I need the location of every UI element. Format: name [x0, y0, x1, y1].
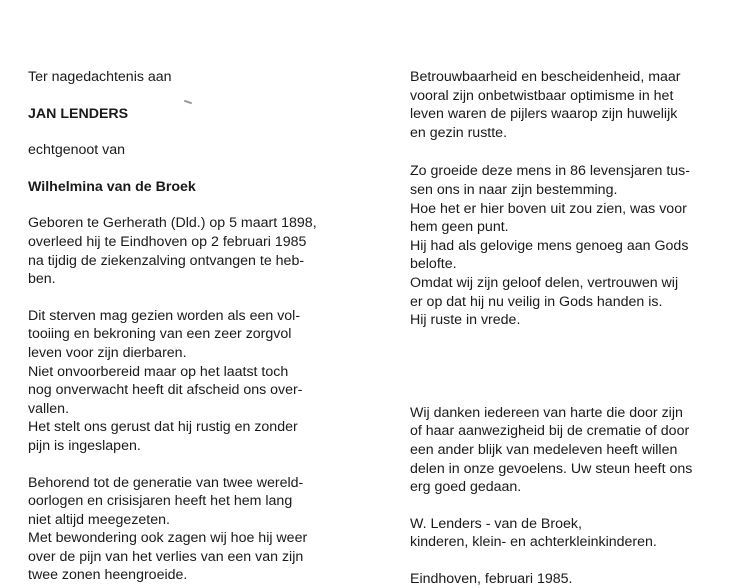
text-line: belofte. — [410, 256, 457, 273]
text-line: Hoe het er hier boven uit zou zien, was voor — [410, 200, 687, 217]
text-line: Hij ruste in vrede. — [410, 312, 521, 329]
text-line: Betrouwbaarheid en bescheidenheid, maar — [410, 69, 681, 85]
character-paragraph — [410, 68, 710, 142]
text-line: ben. — [28, 271, 56, 288]
birth-death-paragraph — [28, 214, 338, 288]
text-line: en gezin rustte. — [410, 124, 508, 141]
text-line: Wij danken iedereen van harte die door zijn — [410, 404, 683, 421]
text-line: pijn is ingeslapen. — [28, 437, 141, 454]
thanks-paragraph — [410, 404, 710, 497]
spouse-name: Wilhelmina van de Broek — [28, 178, 196, 195]
deceased-name: JAN LENDERS — [28, 105, 129, 122]
text-line: Behorend tot de generatie van twee wereld- — [28, 474, 304, 491]
text-line: leven voor zijn dierbaren. — [28, 344, 187, 361]
text-line: er op dat hij nu veilig in Gods handen is. — [410, 293, 663, 310]
generation-paragraph — [28, 474, 338, 586]
text-line: tooiing en bekroning van een zeer zorgvol — [28, 326, 292, 343]
text-line: Niet onvoorbereid maar op het laatst toch — [28, 363, 289, 380]
left-column — [28, 68, 338, 585]
text-line: hem geen punt. — [410, 219, 509, 236]
text-line: Omdat wij zijn geloof delen, vertrouwen wij — [410, 274, 679, 291]
signature-line: kinderen, klein- en achterkleinkinderen. — [410, 534, 657, 551]
text-line: oorlogen en crisisjaren heeft het hem lang — [28, 493, 293, 510]
place-date: Eindhoven, februari 1985. — [410, 570, 573, 587]
text-line: na tijdig de ziekenzalving ontvangen te heb- — [28, 252, 305, 269]
text-line: Geboren te Gerherath (Dld.) op 5 maart 1898, — [28, 215, 317, 232]
signature-block — [410, 515, 710, 552]
text-line: Het stelt ons gerust dat hij rustig en zonder — [28, 419, 298, 436]
text-line: vooral zijn onbetwistbaar optimisme in het — [410, 87, 674, 104]
text-line: of haar aanwezigheid bij de crematie of door — [410, 423, 690, 440]
text-line: nog onverwacht heeft dit afscheid ons over- — [28, 382, 303, 399]
faith-paragraph — [410, 162, 710, 329]
text-line: Dit sterven mag gezien worden als een vol- — [28, 307, 301, 324]
right-column — [410, 68, 710, 588]
text-line: een ander blijk van medeleven heeft willen — [410, 441, 678, 458]
text-line: Met bewondering ook zagen wij hoe hij weer — [28, 530, 308, 547]
text-line: overleed hij te Eindhoven op 2 februari 1985 — [28, 233, 307, 250]
text-line: vallen. — [28, 400, 70, 417]
text-line: leven waren de pijlers waarop zijn huwelijk — [410, 106, 678, 123]
passing-paragraph — [28, 307, 338, 456]
text-line: erg goed gedaan. — [410, 479, 522, 496]
text-line: twee zonen heengroeide. — [28, 567, 188, 584]
text-line: delen in onze gevoelens. Uw steun heeft ons — [410, 460, 693, 477]
text-line: sen ons in naar zijn bestemming. — [410, 181, 618, 198]
text-line: Hij had als gelovige mens genoeg aan Gods — [410, 237, 689, 254]
relation-text: echtgenoot van — [28, 142, 126, 159]
intro-text: Ter nagedachtenis aan — [28, 69, 172, 85]
text-line: Zo groeide deze mens in 86 levensjaren tus- — [410, 163, 690, 180]
text-line: niet altijd meegezeten. — [28, 511, 170, 528]
signature-line: W. Lenders - van de Broek, — [410, 515, 582, 532]
text-line: over de pijn van het verlies van een van zijn — [28, 548, 304, 565]
